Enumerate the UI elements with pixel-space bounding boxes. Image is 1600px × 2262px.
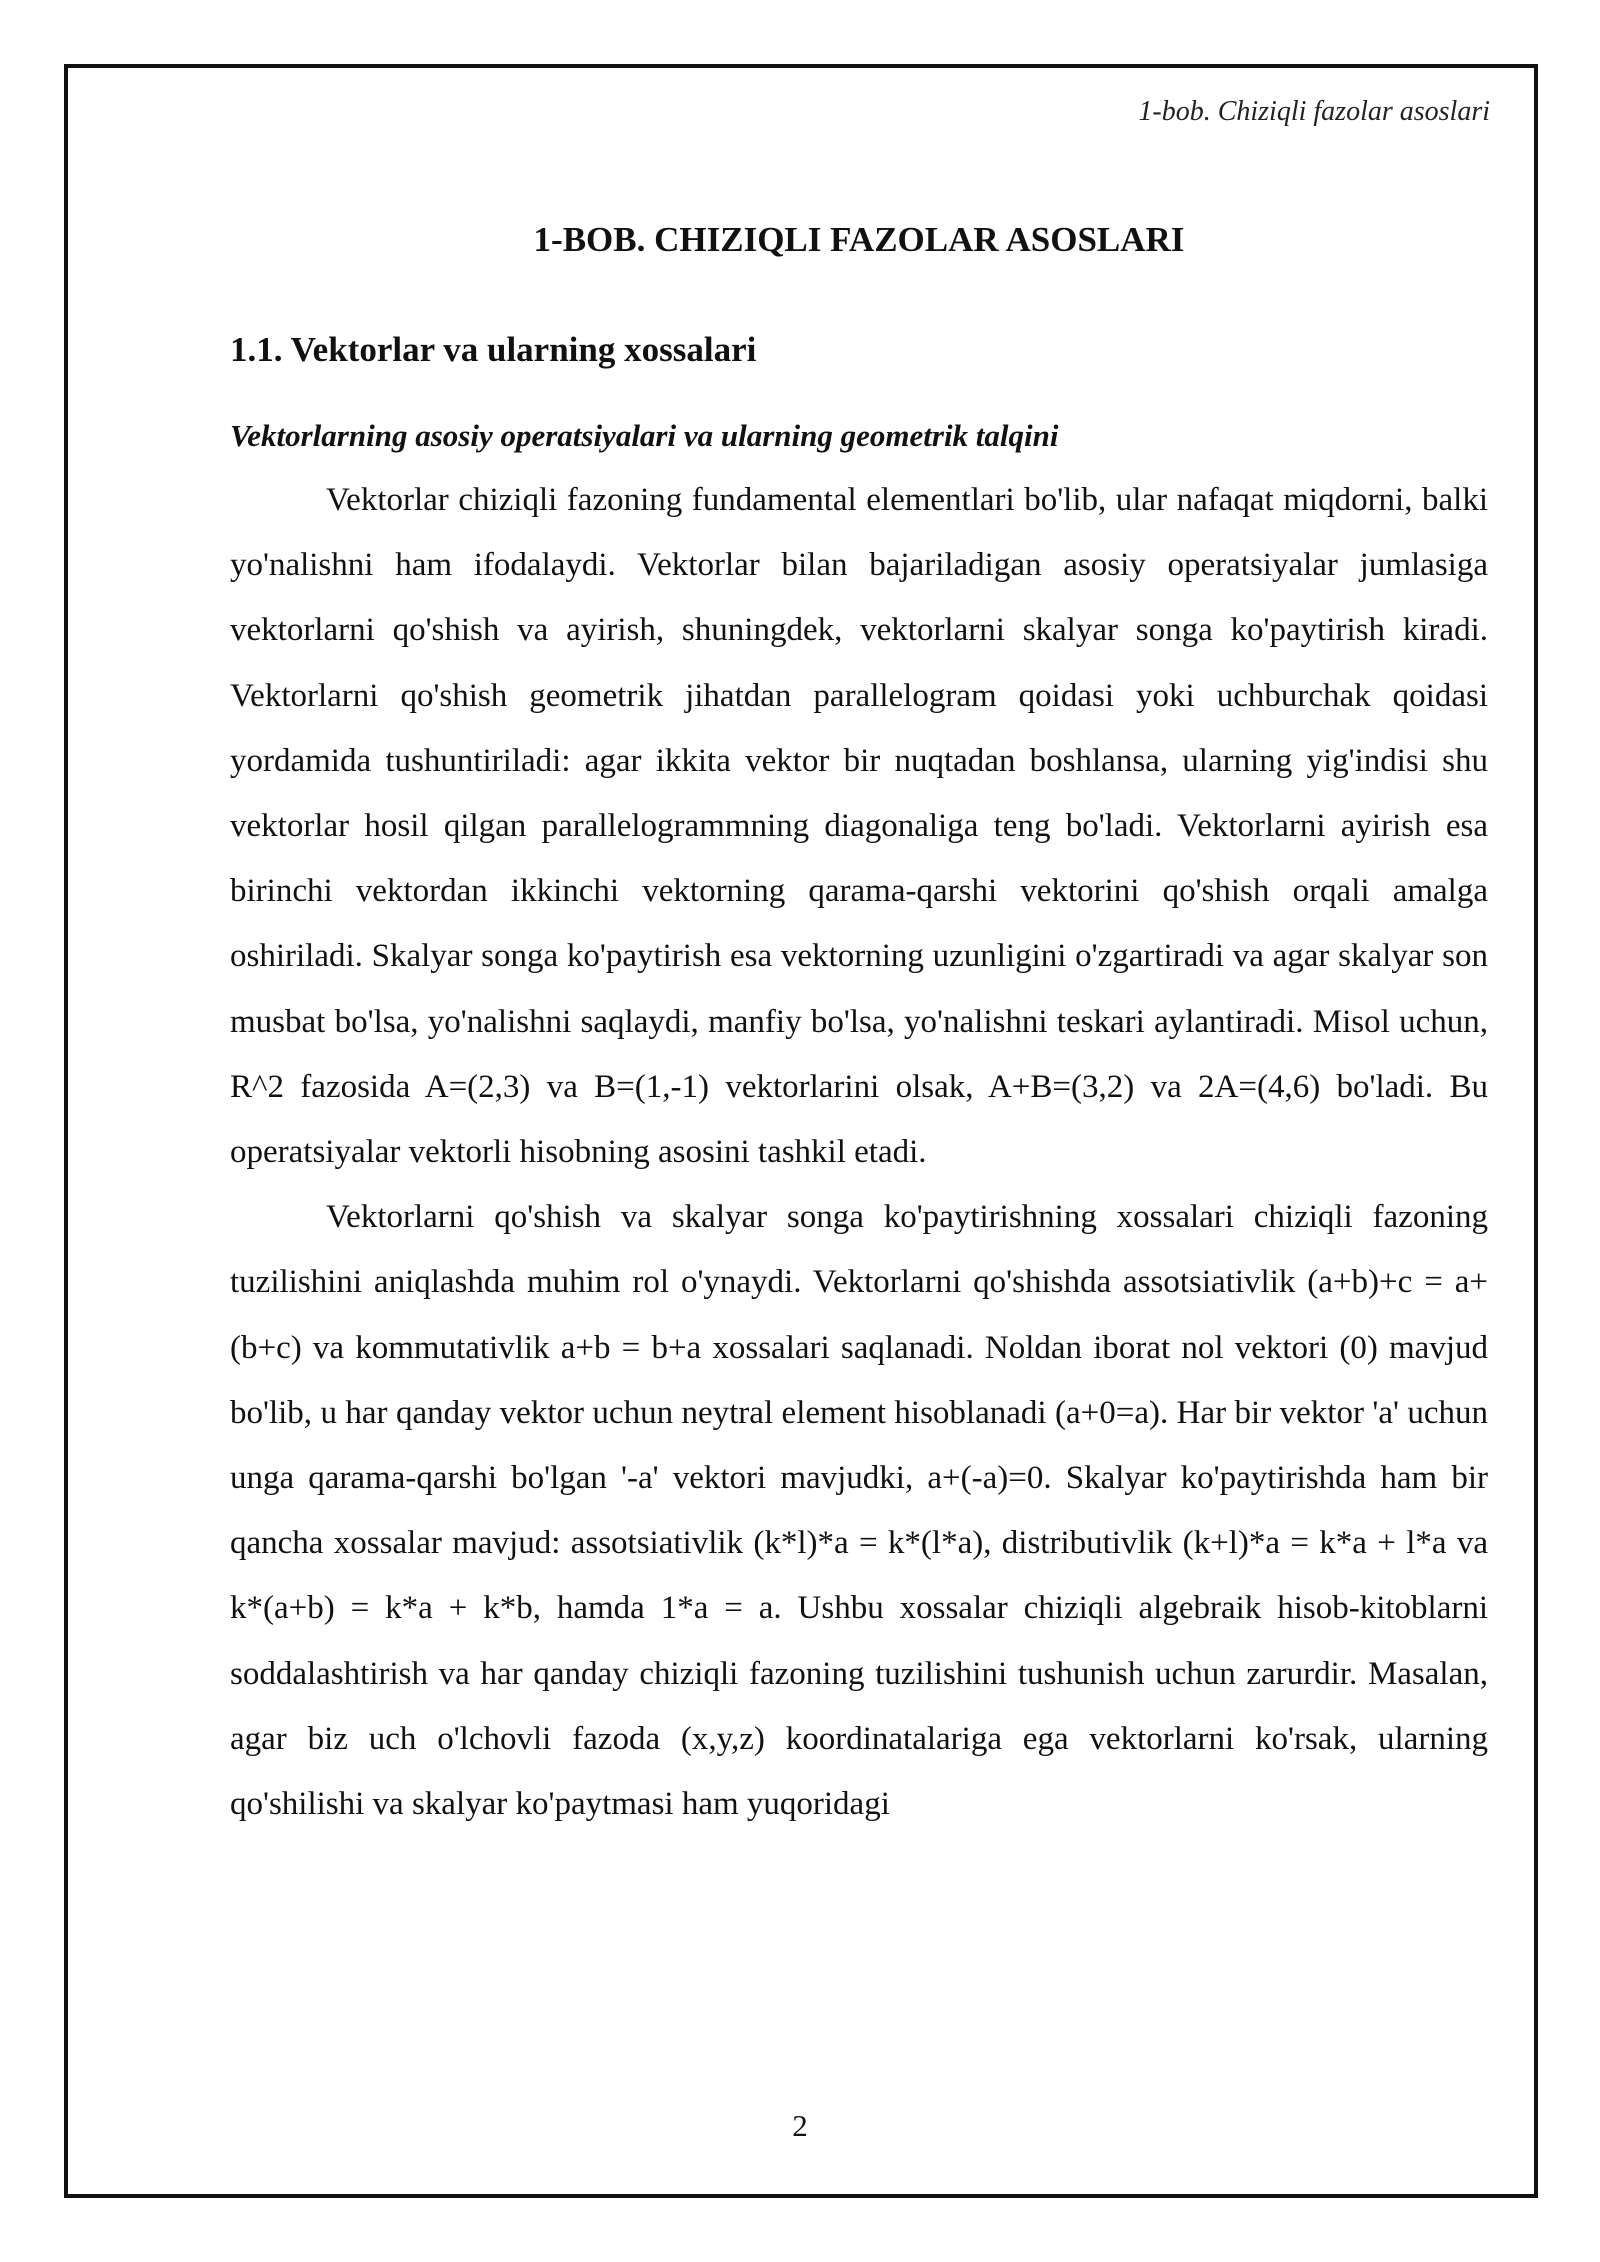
subsection-title: Vektorlarning asosiy operatsiyalari va ularning geometrik talqini: [230, 418, 1059, 453]
running-header: 1-bob. Chiziqli fazolar asoslari: [1138, 96, 1490, 127]
body-paragraph: Vektorlar chiziqli fazoning fundamental elementlari bo'lib, ular nafaqat miqdorni, balki yo'nalishni ham ifodalaydi. Vektorlar bilan bajariladigan asosiy operatsiyalar jumlasiga vektorlarni qo'shish va ayirish, shuningdek, vektorlarni skalyar songa ko'paytirish kiradi. Vektorlarni qo'shish geometrik jihatdan parallelogram qoidasi yoki uchburchak qoidasi yordamida tushuntiriladi: agar ikkita vektor bir nuqtadan boshlansa, ularning yig'indisi shu vektorlar hosil qilgan parallelogrammning diagonaliga teng bo'ladi. Vektorlarni ayirish esa birinchi vektordan ikkinchi vektorning qarama-qarshi vektorini qo'shish orqali amalga oshiriladi. Skalyar songa ko'paytirish esa vektorning uzunligini o'zgartiradi va agar skalyar son musbat bo'lsa, yo'nalishni saqlaydi, manfiy bo'lsa, yo'nalishni teskari aylantiradi. Misol uchun, R^2 fazosida A=(2,3) va B=(1,-1) vektorlarini olsak, A+B=(3,2) va 2A=(4,6) bo'ladi. Bu operatsiyalar vektorli hisobning asosini tashkil etadi.: [230, 482, 1488, 1171]
page-content: [230, 200, 1488, 1837]
chapter-title: 1-BOB. CHIZIQLI FAZOLAR ASOSLARI: [533, 220, 1185, 259]
page-number: 2: [792, 2108, 808, 2143]
body-paragraph: Vektorlarni qo'shish va skalyar songa ko'paytirishning xossalari chiziqli fazoning tuzilishini aniqlashda muhim rol o'ynaydi. Vektorlarni qo'shishda assotsiativlik (a+b)+c = a+(b+c) va kommutativlik a+b = b+a xossalari saqlanadi. Noldan iborat nol vektori (0) mavjud bo'lib, u har qanday vektor uchun neytral element hisoblanadi (a+0=a). Har bir vektor 'a' uchun unga qarama-qarshi bo'lgan '-a' vektori mavjudki, a+(-a)=0. Skalyar ko'paytirishda ham bir qancha xossalar mavjud: assotsiativlik (k*l)*a = k*(l*a), distributivlik (k+l)*a = k*a + l*a va k*(a+b) = k*a + k*b, hamda 1*a = a. Ushbu xossalar chiziqli algebraik hisob-kitoblarni soddalashtirish va har qanday chiziqli fazoning tuzilishini tushunish uchun zarurdir. Masalan, agar biz uch o'lchovli fazoda (x,y,z) koordinatalariga ega vektorlarni ko'rsak, ularning qo'shilishi va skalyar ko'paytmasi ham yuqoridagi: [230, 1199, 1488, 1823]
section-title: 1.1. Vektorlar va ularning xossalari: [230, 330, 757, 369]
